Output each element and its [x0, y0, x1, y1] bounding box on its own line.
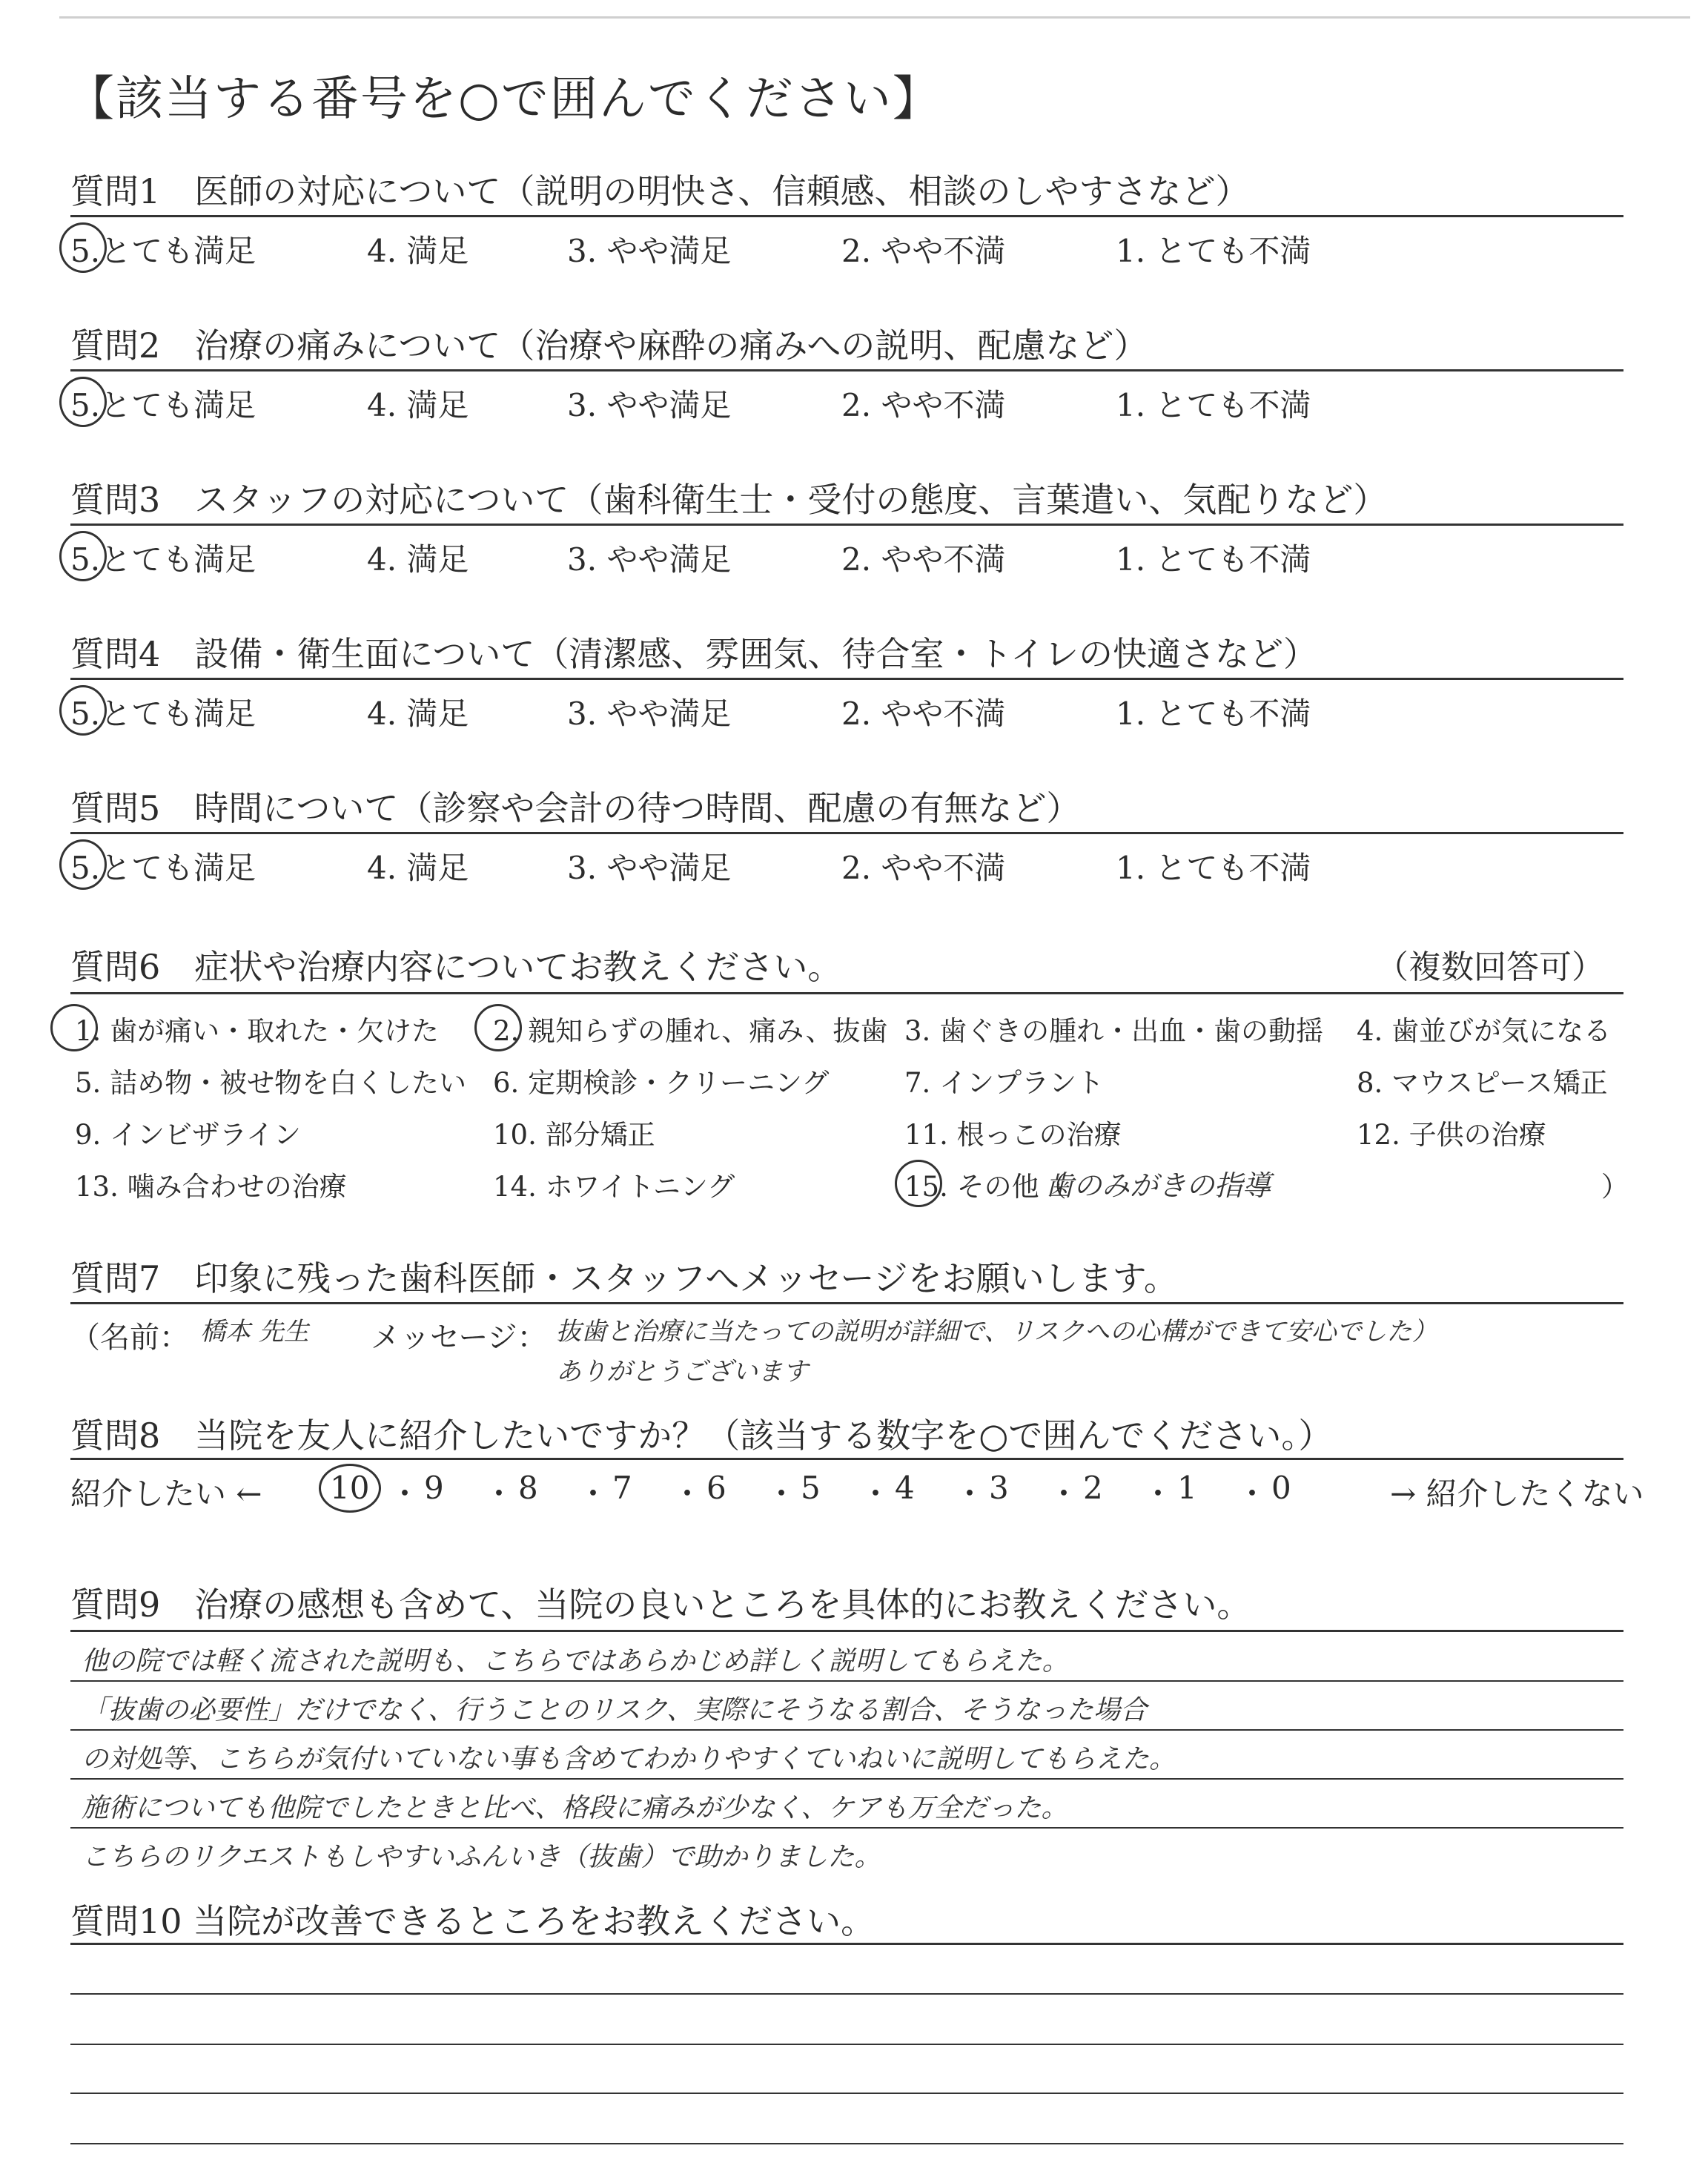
scale-dot: ・: [954, 1476, 986, 1512]
q9-answer-line: 他の院では軽く流された説明も、こちらではあらかじめ詳しく説明してもらえた。: [82, 1646, 1069, 1677]
q6-multi-note: （複数回答可）: [1376, 948, 1604, 986]
q6-option[interactable]: 5. 詰め物・被せ物を白くしたい: [75, 1067, 467, 1099]
q9-answer-line: 施術についても他院でしたときと比べ、格段に痛みが少なく、ケアも万全だった。: [82, 1793, 1068, 1823]
question-2-options: [70, 381, 1627, 426]
question-3-label: 質問3 スタッフの対応について（歯科衛生士・受付の態度、言葉遣い、気配りなど）: [70, 480, 1388, 520]
scale-number[interactable]: 6: [706, 1470, 726, 1506]
rating-option[interactable]: 2. やや不満: [841, 541, 1006, 578]
q6-option[interactable]: 10. 部分矯正: [493, 1119, 655, 1151]
q10-answer-line: [70, 1993, 1623, 1995]
q6-option[interactable]: 13. 噛み合わせの治療: [75, 1171, 347, 1203]
rating-option[interactable]: 5.とても満足: [70, 233, 256, 269]
rating-option[interactable]: 1. とても不満: [1116, 541, 1311, 578]
q6-other-text: 歯のみがきの指導: [1045, 1169, 1271, 1202]
question-1-label: 質問1 医師の対応について（説明の明快さ、信頼感、相談のしやすさなど）: [70, 171, 1250, 211]
scale-number[interactable]: 1: [1177, 1470, 1197, 1506]
q9-rule-line: [70, 1827, 1623, 1829]
q6-option[interactable]: 15. その他（: [904, 1171, 1067, 1203]
q6-option[interactable]: 6. 定期検診・クリーニング: [493, 1067, 830, 1099]
q6-option[interactable]: 11. 根っこの治療: [904, 1119, 1122, 1151]
rating-option[interactable]: 4. 満足: [367, 387, 469, 423]
scale-dot: ・: [1048, 1476, 1080, 1512]
rating-option[interactable]: 2. やや不満: [841, 233, 1006, 269]
q10-answer-line: [70, 2093, 1623, 2094]
scale-number[interactable]: 0: [1271, 1470, 1291, 1506]
rating-option[interactable]: 2. やや不満: [841, 387, 1006, 423]
q10-label: 質問10 当院が改善できるところをお教えください。: [70, 1901, 875, 1941]
rating-option[interactable]: 5.とても満足: [70, 696, 256, 732]
q6-option[interactable]: 12. 子供の治療: [1357, 1119, 1546, 1151]
scale-number[interactable]: 5: [801, 1470, 821, 1506]
q10-rule: [70, 1943, 1623, 1945]
scale-number[interactable]: 4: [895, 1470, 915, 1506]
q9-rule-line: [70, 1778, 1623, 1780]
selection-circle: [59, 839, 107, 890]
q6-rule: [70, 992, 1623, 994]
q9-rule-line: [70, 1680, 1623, 1682]
rating-option[interactable]: 3. やや満足: [567, 233, 732, 269]
rating-option[interactable]: 5.とても満足: [70, 387, 256, 423]
scale-dot: ・: [389, 1476, 421, 1512]
scale-number[interactable]: 9: [424, 1470, 444, 1506]
question-3-options: [70, 535, 1627, 580]
scale-dot: ・: [766, 1476, 798, 1512]
q9-rule-line: [70, 1729, 1623, 1731]
q6-option[interactable]: 2. 親知らずの腫れ、痛み、抜歯: [493, 1015, 888, 1047]
q8-left-label: 紹介したい ←: [70, 1476, 262, 1512]
q7-name-value: 橋本 先生: [200, 1317, 309, 1347]
q6-option[interactable]: 8. マウスピース矯正: [1357, 1067, 1608, 1099]
question-2-rule: [70, 369, 1623, 371]
question-1-options: [70, 227, 1627, 271]
q7-name-label: （名前：: [70, 1321, 189, 1355]
rating-option[interactable]: 4. 満足: [367, 541, 469, 578]
selection-circle: [895, 1160, 942, 1207]
q9-answer-line: 「抜歯の必要性」だけでなく、行うことのリスク、実際にそうなる割合、そうなった場合: [82, 1695, 1148, 1725]
rating-option[interactable]: 1. とても不満: [1116, 850, 1311, 886]
question-4-options: [70, 690, 1627, 734]
q9-rule: [70, 1630, 1623, 1632]
rating-option[interactable]: 5.とても満足: [70, 541, 256, 578]
scale-number[interactable]: 10: [330, 1470, 370, 1506]
q6-option[interactable]: 4. 歯並びが気になる: [1357, 1015, 1612, 1047]
q6-option[interactable]: 7. インプラント: [904, 1067, 1105, 1099]
q10-answer-line: [70, 2044, 1623, 2045]
selection-circle: [59, 222, 107, 273]
rating-option[interactable]: 1. とても不満: [1116, 696, 1311, 732]
scale-dot: ・: [672, 1476, 704, 1512]
q6-option[interactable]: 14. ホワイトニング: [493, 1171, 735, 1203]
question-1-rule: [70, 215, 1623, 217]
selection-circle: [59, 685, 107, 736]
q9-answer-line: の対処等、こちらが気付いていない事も含めてわかりやすくていねいに説明してもらえた。: [82, 1744, 1176, 1774]
scale-dot: ・: [1142, 1476, 1174, 1512]
question-5-label: 質問5 時間について（診察や会計の待つ時間、配慮の有無など）: [70, 788, 1081, 828]
scale-dot: ・: [860, 1476, 892, 1512]
scale-dot: ・: [577, 1476, 609, 1512]
q7-label: 質問7 印象に残った歯科医師・スタッフへメッセージをお願いします。: [70, 1258, 1178, 1298]
rating-option[interactable]: 1. とても不満: [1116, 233, 1311, 269]
q8-right-label: → 紹介したくない: [1390, 1476, 1644, 1512]
q7-message-line2: ありがとうございます: [556, 1357, 808, 1387]
rating-option[interactable]: 1. とても不満: [1116, 387, 1311, 423]
q7-message-label: メッセージ：: [371, 1321, 547, 1355]
rating-option[interactable]: 2. やや不満: [841, 850, 1006, 886]
rating-option[interactable]: 3. やや満足: [567, 850, 732, 886]
selection-circle: [59, 531, 107, 581]
q6-option[interactable]: 1. 歯が痛い・取れた・欠けた: [75, 1015, 440, 1047]
question-3-rule: [70, 524, 1623, 526]
rating-option[interactable]: 5.とても満足: [70, 850, 256, 886]
scale-number[interactable]: 7: [612, 1470, 632, 1506]
rating-option[interactable]: 3. やや満足: [567, 696, 732, 732]
scale-dot: ・: [1237, 1476, 1268, 1512]
rating-option[interactable]: 2. やや不満: [841, 696, 1006, 732]
rating-option[interactable]: 3. やや満足: [567, 541, 732, 578]
scale-number[interactable]: 8: [518, 1470, 538, 1506]
page-title: 【該当する番号を○で囲んでください】: [67, 72, 941, 127]
q6-option[interactable]: 3. 歯ぐきの腫れ・出血・歯の動揺: [904, 1015, 1324, 1047]
question-5-rule: [70, 832, 1623, 834]
scale-dot: ・: [483, 1476, 515, 1512]
q6-option[interactable]: ）: [1601, 1171, 1629, 1203]
question-2-label: 質問2 治療の痛みについて（治療や麻酔の痛みへの説明、配慮など）: [70, 326, 1148, 366]
q8-label: 質問8 当院を友人に紹介したいですか？（該当する数字を○で囲んでください。）: [70, 1416, 1333, 1456]
q7-rule: [70, 1302, 1623, 1304]
rating-option[interactable]: 4. 満足: [367, 233, 469, 269]
selection-circle: [474, 1004, 522, 1051]
scale-number[interactable]: 2: [1083, 1470, 1103, 1506]
question-4-label: 質問4 設備・衛生面について（清潔感、雰囲気、待合室・トイレの快適さなど）: [70, 634, 1318, 674]
q6-option[interactable]: 9. インビザライン: [75, 1119, 301, 1151]
q9-answer-line: こちらのリクエストもしやすいふんいき（抜歯）で助かりました。: [82, 1842, 881, 1872]
rating-option[interactable]: 3. やや満足: [567, 387, 732, 423]
selection-circle: [50, 1004, 98, 1051]
scale-number[interactable]: 3: [989, 1470, 1009, 1506]
q7-message-line1: 抜歯と治療に当たっての説明が詳細で、リスクへの心構ができて安心でした）: [556, 1317, 1437, 1347]
selection-circle: [59, 377, 107, 427]
top-border: [59, 16, 1690, 19]
q6-label: 質問6 症状や治療内容についてお教えください。: [70, 947, 842, 987]
selection-circle: [319, 1464, 381, 1513]
q8-rule: [70, 1458, 1623, 1460]
question-4-rule: [70, 678, 1623, 680]
rating-option[interactable]: 4. 満足: [367, 696, 469, 732]
q9-label: 質問9 治療の感想も含めて、当院の良いところを具体的にお教えください。: [70, 1585, 1251, 1625]
q10-answer-line: [70, 2143, 1623, 2144]
rating-option[interactable]: 4. 満足: [367, 850, 469, 886]
question-5-options: [70, 844, 1627, 888]
